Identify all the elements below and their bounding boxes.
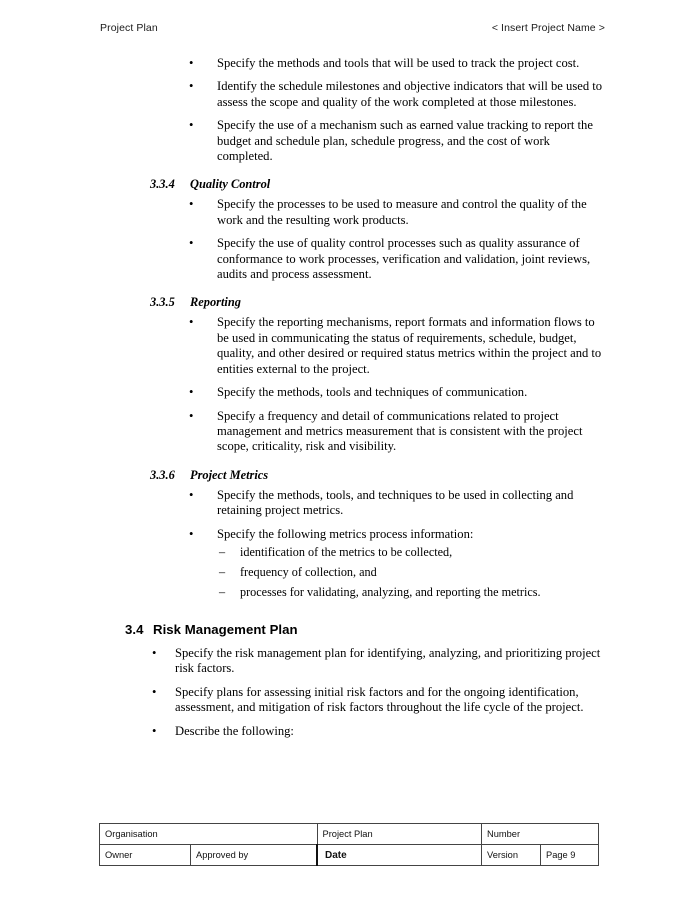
- cell-version: Version: [482, 845, 541, 866]
- bullet-icon: •: [189, 56, 194, 70]
- bullet-icon: •: [152, 684, 157, 699]
- list-item: [0, 118, 695, 164]
- bullet-icon: •: [189, 118, 194, 133]
- list-item: [0, 488, 695, 519]
- bullet-list-3-3-6: [0, 488, 695, 542]
- list-item: [0, 197, 695, 228]
- list-item: [0, 315, 695, 377]
- cell-number: Number: [482, 824, 599, 845]
- bullet-icon: •: [189, 385, 194, 400]
- page-running-header: [100, 22, 605, 34]
- list-item-text: Specify the following metrics process information:: [217, 526, 474, 541]
- list-item: [0, 409, 695, 455]
- list-item-text: identification of the metrics to be collected,: [240, 544, 453, 559]
- list-item-text: Specify the methods and tools that will be used to track the project cost.: [217, 56, 580, 70]
- cell-project-plan: Project Plan: [317, 824, 482, 845]
- heading-number: 3.4: [125, 621, 144, 637]
- heading-title: Reporting: [190, 295, 241, 310]
- header-right-text: < Insert Project Name >: [491, 22, 605, 34]
- list-item-text: Describe the following:: [175, 723, 294, 738]
- table-row: [100, 845, 599, 866]
- list-item-text: Specify the processes to be used to measure and control the quality of the work and the resulting work products.: [217, 197, 587, 227]
- list-item-text: Specify the reporting mechanisms, report formats and information flows to be used in communicating the status of requirements, schedule, budget, quality, and other desired or required status metrics within the project and to entities external to the project.: [217, 315, 602, 376]
- list-item-text: Specify the use of a mechanism such as earned value tracking to report the budget and schedule plan, schedule progress, and the cost of work completed.: [217, 118, 593, 164]
- heading-title: Project Metrics: [190, 467, 269, 482]
- page-footer-table: [99, 823, 599, 866]
- list-item-text: Identify the schedule milestones and objective indicators that will be used to assess the scope and quality of the work completed at those milestones.: [217, 79, 603, 109]
- heading-number: 3.3.6: [150, 467, 175, 482]
- list-item: [0, 79, 695, 110]
- list-item-text: Specify the use of quality control processes such as quality assurance of conformance to work processes, verification and validation, joint reviews, audits and process assessment.: [217, 236, 591, 282]
- heading-number: 3.3.5: [150, 295, 175, 310]
- bullet-icon: •: [189, 408, 194, 423]
- list-item-text: Specify the methods, tools and techniques of communication.: [217, 385, 528, 400]
- bullet-icon: •: [189, 526, 194, 541]
- bullet-icon: •: [152, 723, 157, 738]
- cell-page-number: Page 9: [541, 845, 599, 866]
- bullet-icon: •: [189, 236, 194, 251]
- bullet-list-3-3-4: [0, 197, 695, 282]
- heading-title: Risk Management Plan: [153, 621, 298, 637]
- dash-sub-list-3-3-6: [0, 545, 695, 600]
- list-item: [0, 724, 695, 739]
- table-row: [100, 824, 599, 845]
- cell-date: Date: [317, 845, 482, 866]
- list-item: [0, 56, 695, 71]
- cell-organisation: Organisation: [100, 824, 318, 845]
- heading-3-4: [0, 622, 695, 637]
- list-item-text: Specify the risk management plan for identifying, analyzing, and prioritizing project risk factors.: [175, 645, 601, 676]
- bullet-icon: •: [189, 487, 194, 502]
- heading-title: Quality Control: [190, 177, 271, 192]
- list-item: [0, 685, 695, 716]
- bullet-icon: •: [189, 79, 194, 94]
- bullet-list-3-4: [0, 646, 695, 739]
- list-item: [0, 545, 695, 560]
- list-item: [0, 565, 695, 580]
- intro-bullet-list: [0, 56, 695, 164]
- heading-3-3-6: [0, 468, 695, 483]
- list-item: [0, 527, 695, 542]
- bullet-icon: •: [189, 315, 194, 330]
- list-item-text: frequency of collection, and: [240, 564, 377, 579]
- list-item: [0, 585, 695, 600]
- dash-icon: –: [219, 544, 226, 559]
- list-item: [0, 236, 695, 282]
- bullet-icon: •: [189, 197, 194, 212]
- list-item: [0, 385, 695, 400]
- header-left-text: Project Plan: [100, 22, 158, 34]
- list-item-text: processes for validating, analyzing, and reporting the metrics.: [240, 584, 541, 599]
- document-body: [0, 56, 695, 739]
- cell-owner: Owner: [100, 845, 191, 866]
- list-item-text: Specify a frequency and detail of communications related to project management and metrics measurement that is consistent with the project scope, criticality, risk and visibility.: [217, 408, 583, 454]
- list-item-text: Specify plans for assessing initial risk factors and for the ongoing identification, assessment, and mitigation of risk factors throughout the life cycle of the project.: [175, 684, 584, 715]
- heading-3-3-4: [0, 177, 695, 192]
- cell-approved-by: Approved by: [191, 845, 318, 866]
- heading-number: 3.3.4: [150, 177, 175, 192]
- dash-icon: –: [219, 564, 226, 579]
- list-item: [0, 646, 695, 677]
- list-item-text: Specify the methods, tools, and techniques to be used in collecting and retaining project metrics.: [217, 487, 574, 518]
- dash-icon: –: [219, 584, 226, 599]
- heading-3-3-5: [0, 295, 695, 310]
- bullet-icon: •: [152, 645, 157, 660]
- bullet-list-3-3-5: [0, 315, 695, 454]
